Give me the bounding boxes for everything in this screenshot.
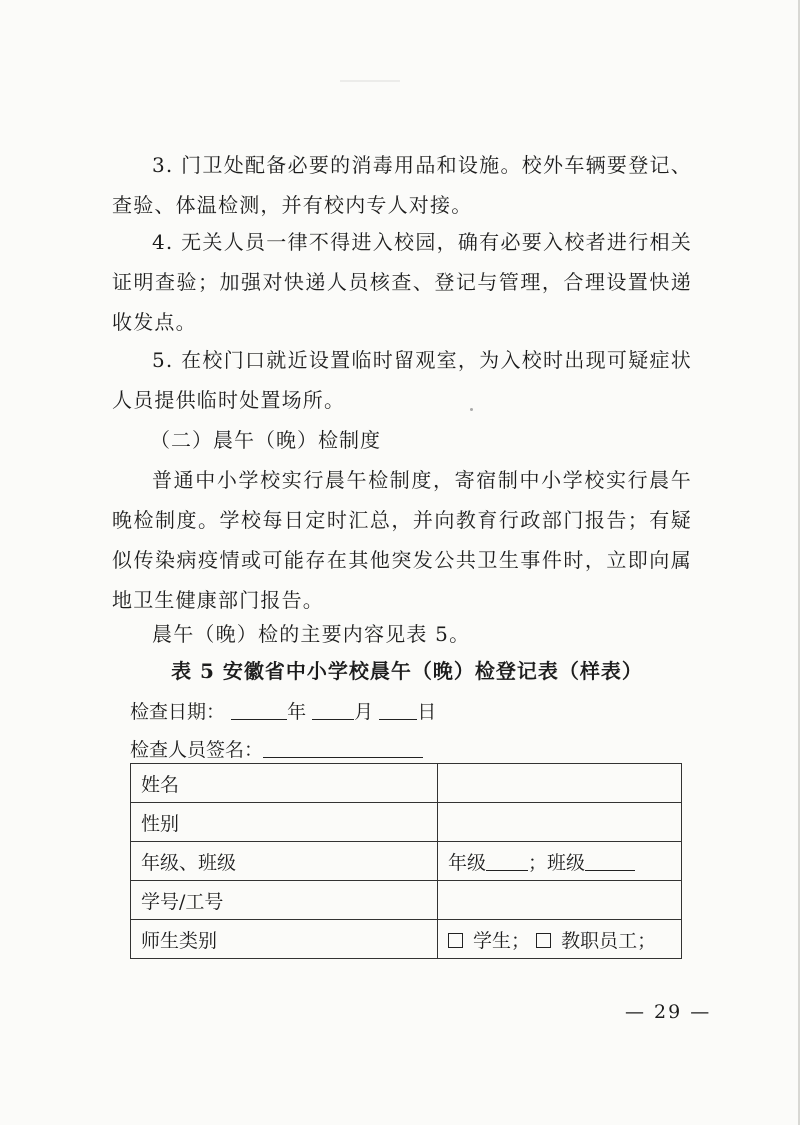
student-checkbox[interactable] xyxy=(448,933,463,948)
grade-class-value-cell xyxy=(438,842,682,881)
gender-value-cell[interactable] xyxy=(438,803,682,842)
page-number: — 29 — xyxy=(625,1001,712,1023)
grade-class-separator: ； xyxy=(528,851,548,874)
item-4-paragraph: 4. 无关人员一律不得进入校园，确有必要入校者进行相关证明查验；加强对快递人员核查、登记与管理，合理设置快递收发点。 xyxy=(112,230,692,334)
year-blank[interactable] xyxy=(231,699,287,720)
staff-option: 教职员工； xyxy=(561,929,657,952)
table-row xyxy=(131,803,682,842)
inspection-table xyxy=(130,763,682,959)
scan-mark xyxy=(340,80,400,82)
table-row xyxy=(131,920,682,959)
gender-label-cell: 性别 xyxy=(131,803,438,842)
day-blank[interactable] xyxy=(379,699,417,720)
id-value-cell[interactable] xyxy=(438,881,682,920)
date-label: 检查日期： xyxy=(130,701,226,723)
month-label: 月 xyxy=(354,701,374,723)
name-value-cell[interactable] xyxy=(438,764,682,803)
month-blank[interactable] xyxy=(312,699,354,720)
staff-checkbox[interactable] xyxy=(536,933,551,948)
table-row xyxy=(131,881,682,920)
class-blank[interactable] xyxy=(585,850,635,871)
inspector-field xyxy=(130,735,423,765)
year-label: 年 xyxy=(287,701,307,723)
date-field xyxy=(130,697,436,727)
grade-class-label-cell: 年级、班级 xyxy=(131,842,438,881)
category-label-cell: 师生类别 xyxy=(131,920,438,959)
id-label-cell: 学号/工号 xyxy=(131,881,438,920)
student-option: 学生； xyxy=(473,929,531,952)
section-reference: 晨午（晚）检的主要内容见表 5。 xyxy=(152,622,471,646)
section-paragraph: 普通中小学校实行晨午检制度，寄宿制中小学校实行晨午晚检制度。学校每日定时汇总，并向教育行政部门报告；有疑似传染病疫情或可能存在其他突发公共卫生事件时，立即向属地卫生健康部门报告。 xyxy=(112,468,692,612)
item-3-paragraph: 3. 门卫处配备必要的消毒用品和设施。校外车辆要登记、查验、体温检测，并有校内专人对接。 xyxy=(112,153,692,217)
class-label: 班级 xyxy=(547,851,586,874)
section-heading: （二）晨午（晚）检制度 xyxy=(150,428,381,452)
category-value-cell xyxy=(438,920,682,959)
table-caption: 表 5 安徽省中小学校晨午（晚）检登记表（样表） xyxy=(171,659,643,683)
item-5-paragraph: 5. 在校门口就近设置临时留观室，为入校时出现可疑症状人员提供临时处置场所。 xyxy=(112,348,692,412)
inspector-label: 检查人员签名： xyxy=(130,739,264,761)
grade-label: 年级 xyxy=(448,851,487,874)
name-label-cell: 姓名 xyxy=(131,764,438,803)
scan-dot xyxy=(470,408,473,411)
day-label: 日 xyxy=(417,701,437,723)
table-row xyxy=(131,842,682,881)
grade-blank[interactable] xyxy=(486,850,528,871)
inspector-blank[interactable] xyxy=(263,737,423,758)
table-row xyxy=(131,764,682,803)
